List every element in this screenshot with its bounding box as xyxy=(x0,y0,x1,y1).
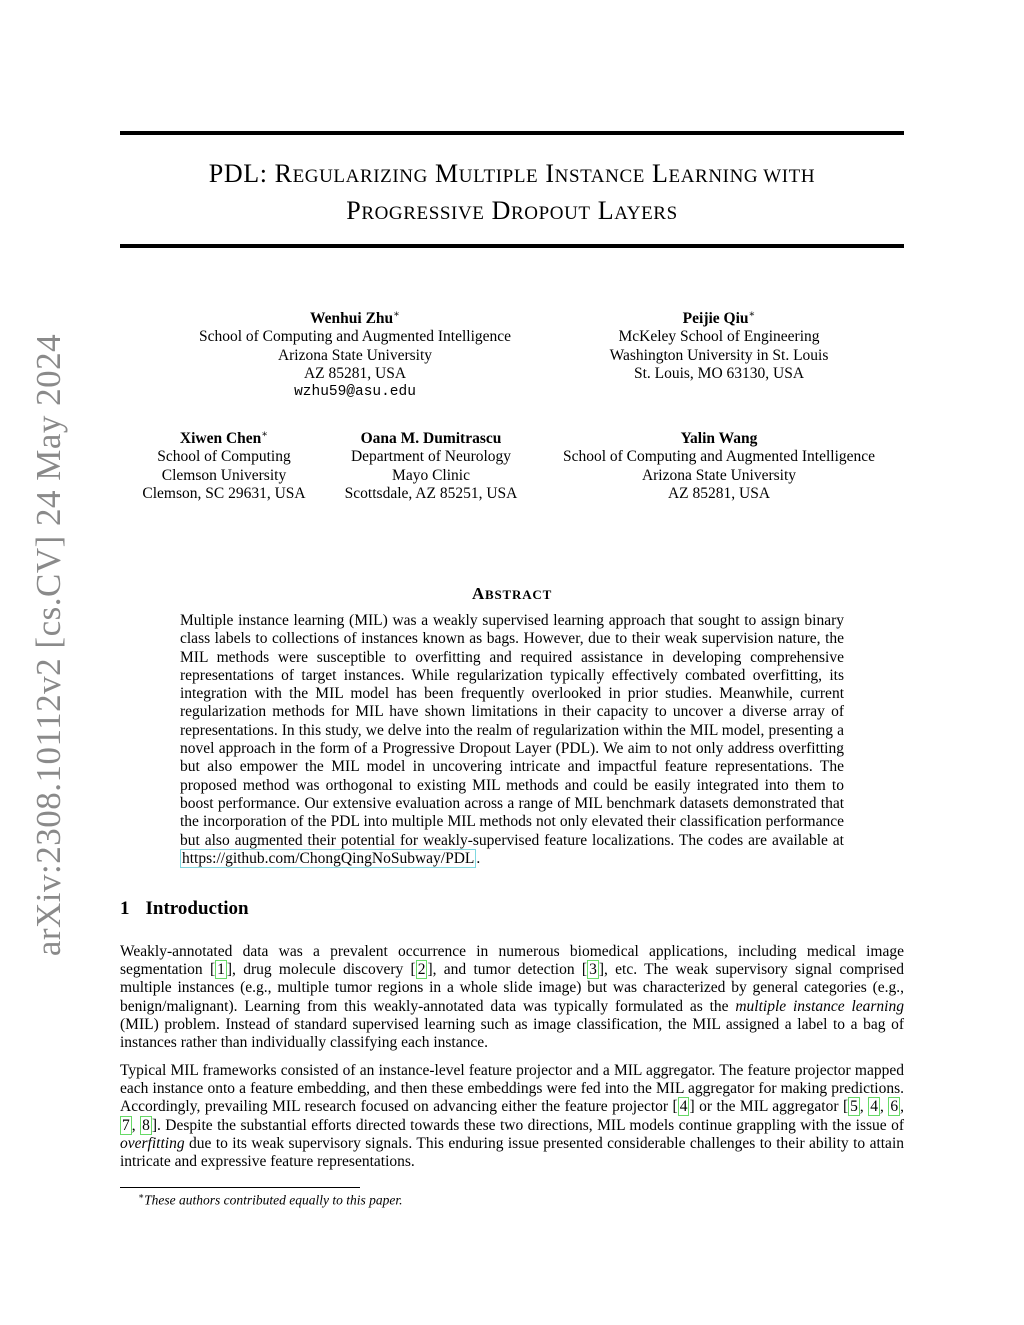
abstract-heading: ABSTRACT xyxy=(471,584,553,603)
title-line-2: PROGRESSIVE DROPOUT LAYERS xyxy=(346,196,678,225)
author-affiliation: Washington University in St. Louis xyxy=(609,346,829,364)
citation-link[interactable]: 3 xyxy=(589,961,597,979)
author-affiliation: Clemson, SC 29631, USA xyxy=(142,485,306,503)
author-name: Oana M. Dumitrascu xyxy=(360,430,502,448)
author-affiliation: Clemson University xyxy=(161,466,287,484)
code-link[interactable]: https://github.com/ChongQingNoSubway/PDL xyxy=(182,849,475,867)
intro-paragraph-2: Typical MIL frameworks consisted of an instance-level feature projector and a MIL aggregator. The feature projector mapped each instance onto a feature embedding, and then these embeddings were fed into the MIL aggregator for making predictions. Accordingly, prevailing MIL research focused on advancing either the feature projector [ 4 ] or the MIL aggregator [ 5 , 4 , 6 , 7 , 8 ]. Despite the substantial efforts directed towards these two directions, MIL models continue grappling with the issue of overfitting due to its weak supervisory signals. This enduring issue presented considerable challenges to their ability to attain intricate and expressive feature representations. xyxy=(120,1062,905,1171)
author-block xyxy=(563,426,875,503)
citation-link[interactable]: 5 xyxy=(850,1098,858,1116)
author-affiliation: AZ 85281, USA xyxy=(667,485,771,503)
author-affiliation: Scottsdale, AZ 85251, USA xyxy=(344,485,518,503)
author-affiliation: Mayo Clinic xyxy=(392,466,470,484)
citation-link[interactable]: 2 xyxy=(417,961,426,979)
citation-link[interactable]: 4 xyxy=(679,1098,688,1116)
author-name: Yalin Wang xyxy=(680,430,758,448)
title-rule-bottom xyxy=(120,244,904,248)
footnote-rule xyxy=(120,1187,360,1188)
footnote: ∗These authors contributed equally to this paper. xyxy=(138,1191,403,1208)
arxiv-stamp: arXiv:2308.10112v2 [cs.CV] 24 May 2024 xyxy=(29,333,68,957)
author-name: Wenhui Zhu∗ xyxy=(310,309,400,328)
citation-link[interactable]: 6 xyxy=(890,1098,899,1116)
author-affiliation: School of Computing xyxy=(157,448,291,466)
citation-link[interactable]: 1 xyxy=(217,961,225,979)
author-affiliation: AZ 85281, USA xyxy=(303,365,407,383)
author-affiliation: St. Louis, MO 63130, USA xyxy=(633,365,805,383)
author-affiliation: Arizona State University xyxy=(277,346,433,364)
author-name: Xiwen Chen∗ xyxy=(179,429,269,448)
citation-link[interactable]: 8 xyxy=(142,1116,150,1134)
author-affiliation: School of Computing and Augmented Intelligence xyxy=(562,448,876,466)
abstract-text: Multiple instance learning (MIL) was a weakly supervised learning approach that sought to assign binary class labels to collections of instances known as bags. However, due to their weak supervision nature, the MIL methods were susceptible to overfitting and required assistance in developing comprehensive representations of target instances. While regularization typically effectively combated overfitting, its integration with the MIL model has been frequently overlooked in prior studies. Meanwhile, current regularization methods for MIL have shown limitations in their capacity to uncover a diverse array of representations. In this study, we delve into the realm of regularization within the MIL model, presenting a novel approach in the form of a Progressive Dropout Layer (PDL). We aim to not only address overfitting but also empower the MIL model in uncovering intricate and impactful feature representations. The proposed method was orthogonal to existing MIL methods and could be easily integrated into them to boost performance. Our extensive evaluation across a range of MIL benchmark datasets demonstrated that the incorporation of the PDL into multiple MIL methods not only elevated their classification performance but also augmented their potential for weakly-supervised feature localizations. The codes are available at https://github.com/ChongQingNoSubway/PDL . xyxy=(180,612,844,867)
author-block xyxy=(142,426,305,503)
author-block xyxy=(345,426,518,503)
paper-title xyxy=(120,157,904,231)
author-block xyxy=(610,306,829,383)
author-block xyxy=(199,306,511,402)
author-affiliation: Department of Neurology xyxy=(350,448,512,466)
author-email[interactable]: wzhu59@asu.edu xyxy=(294,384,416,401)
citation-link[interactable]: 7 xyxy=(122,1116,130,1134)
citation-link[interactable]: 4 xyxy=(870,1098,879,1116)
author-affiliation: School of Computing and Augmented Intelligence xyxy=(198,328,512,346)
section-heading-introduction: 1 Introduction xyxy=(120,898,249,919)
author-affiliation: McKeley School of Engineering xyxy=(618,328,820,346)
intro-paragraph-1: Weakly-annotated data was a prevalent occurrence in numerous biomedical applications, including medical image segmentation [ 1 ], drug molecule discovery [ 2 ], and tumor detection [ 3 ], etc. The weak supervisory signal comprised multiple instances (e.g., multiple tumor regions in a whole slide image) but was characterized by general categories (e.g., benign/malignant). Learning from this weakly-annotated data was typically formulated as the multiple instance learning (MIL) problem. Instead of standard supervised learning such as image classification, the MIL assigned a label to a bag of instances rather than individually classifying each instance. xyxy=(120,943,904,1052)
author-affiliation: Arizona State University xyxy=(641,466,797,484)
title-rule-top xyxy=(120,131,904,135)
author-name: Peijie Qiu∗ xyxy=(682,309,756,328)
title-line-1: PDL: REGULARIZING MULTIPLE INSTANCE LEARNING WITH xyxy=(208,159,816,188)
